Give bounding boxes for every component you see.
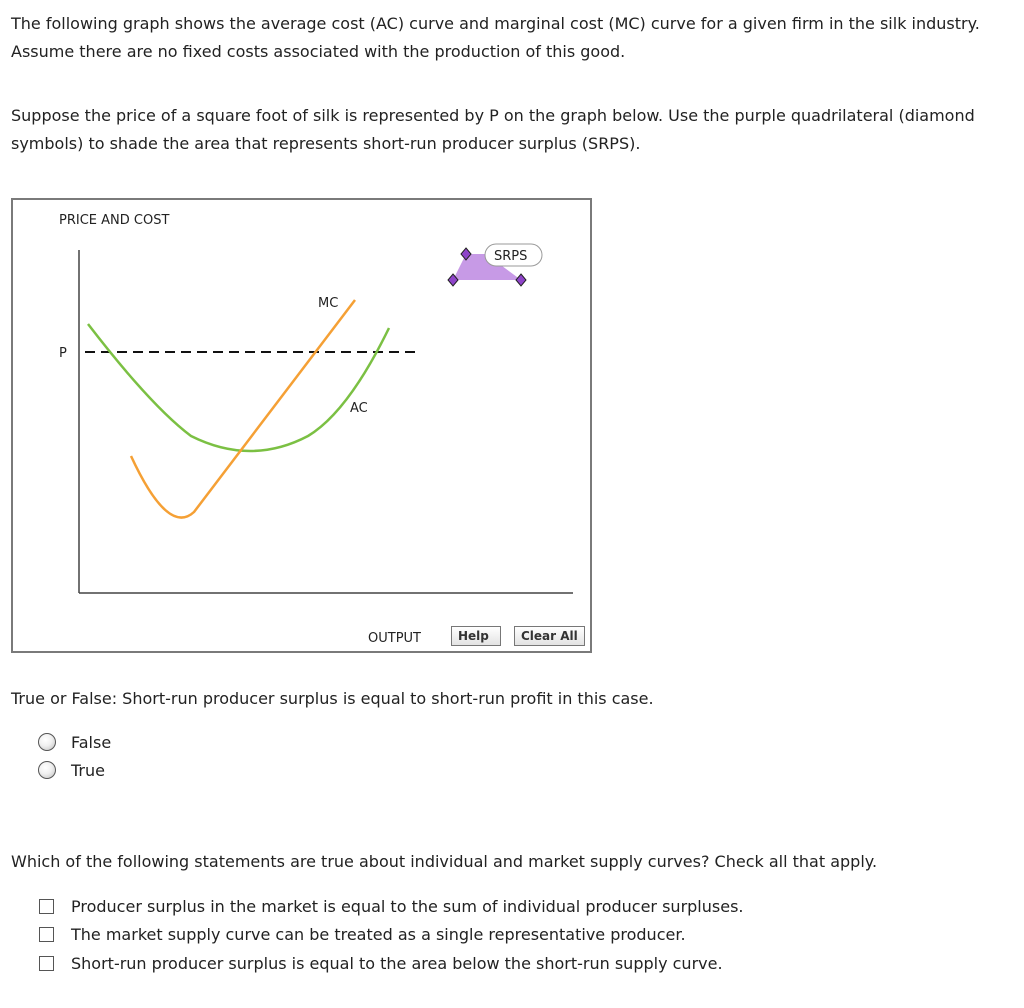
intro-text: The following graph shows the average cost (AC) curve and marginal cost (MC) curve for a given firm in the silk industry. Assume there are no fixed costs associated with the production of this good.: [11, 14, 980, 61]
option-label: True: [71, 760, 105, 780]
checkbox[interactable]: [39, 927, 54, 942]
question-2-prompt: Which of the following statements are true about individual and market supply curves? Check all that apply.: [11, 852, 878, 871]
option-label: The market supply curve can be treated as a single representative producer.: [71, 924, 686, 944]
checkbox-option-3[interactable]: [38, 952, 723, 974]
checkbox-option-2[interactable]: [38, 923, 686, 945]
instructions-text: Suppose the price of a square foot of silk is represented by P on the graph below. Use the purple quadrilateral (diamond symbols) to shade the area that represents short-run producer surplus (SRPS).: [11, 106, 975, 153]
checkbox[interactable]: [39, 899, 54, 914]
radio-option-true[interactable]: [38, 759, 105, 781]
option-label: Short-run producer surplus is equal to the area below the short-run supply curve.: [71, 953, 723, 973]
srps-label: SRPS: [494, 249, 528, 264]
question-1-prompt: True or False: Short-run producer surplus is equal to short-run profit in this case.: [11, 689, 654, 708]
mc-curve: [131, 300, 355, 518]
ac-label: AC: [350, 401, 368, 416]
checkbox[interactable]: [39, 956, 54, 971]
help-button[interactable]: Help: [451, 626, 501, 646]
price-label: P: [59, 346, 67, 361]
radio-button[interactable]: [38, 761, 56, 779]
option-label: Producer surplus in the market is equal to the sum of individual producer surpluses.: [71, 896, 744, 916]
checkbox-option-1[interactable]: [38, 895, 743, 917]
y-axis-label: PRICE AND COST: [59, 213, 170, 228]
radio-option-false[interactable]: [38, 731, 111, 753]
mc-label: MC: [318, 296, 339, 311]
cost-graph: [13, 200, 594, 655]
diamond-handle-icon[interactable]: [516, 274, 526, 286]
radio-button[interactable]: [38, 733, 56, 751]
ac-curve: [88, 324, 389, 451]
graph-panel: [11, 198, 592, 653]
clear-all-button[interactable]: Clear All: [514, 626, 585, 646]
option-label: False: [71, 732, 112, 752]
srps-tool[interactable]: [448, 244, 542, 286]
x-axis-label: OUTPUT: [368, 631, 421, 646]
